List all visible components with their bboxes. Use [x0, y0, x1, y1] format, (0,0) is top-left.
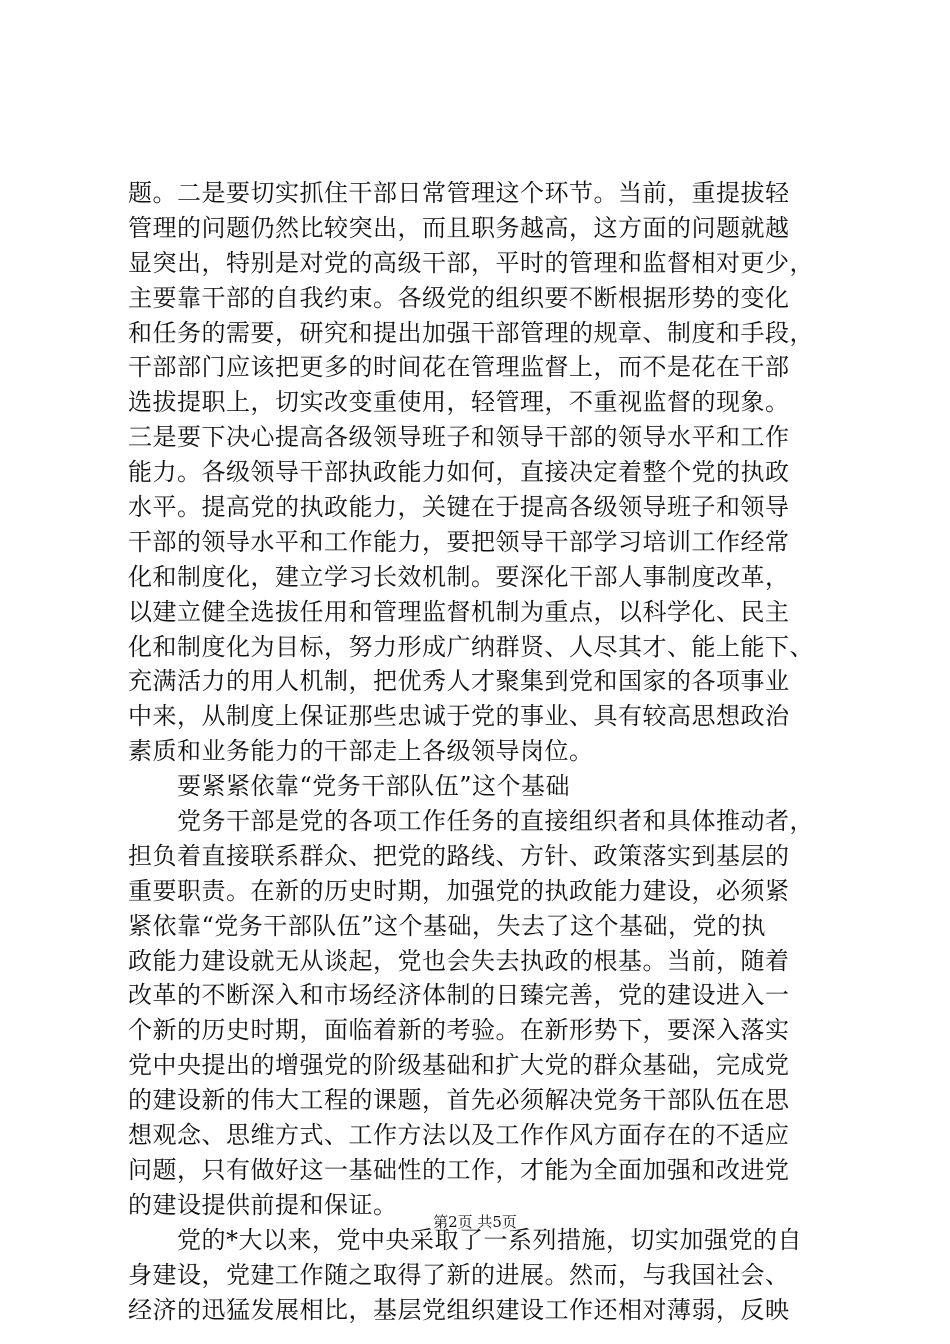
text-line: 充满活力的用人机制，把优秀人才聚集到党和国家的各项事业	[128, 667, 790, 696]
text-line: 问题，只有做好这一基础性的工作，才能为全面加强和改进党	[128, 1155, 790, 1184]
text-line: 选拔提职上，切实改变重使用，轻管理，不重视监督的现象。	[128, 388, 790, 417]
text-line: 紧依靠“党务干部队伍”这个基础，失去了这个基础，党的执	[128, 911, 767, 940]
text-line: 以建立健全选拔任用和管理监督机制为重点，以科学化、民主	[128, 597, 790, 626]
text-line: 素质和业务能力的干部走上各级领导岗位。	[128, 737, 594, 766]
text-line: 要紧紧依靠“党务干部队伍”这个基础	[128, 772, 571, 801]
text-line: 党中央提出的增强党的阶级基础和扩大党的群众基础，完成党	[128, 1051, 790, 1080]
text-line: 中来，从制度上保证那些忠诚于党的事业、具有较高思想政治	[128, 702, 790, 731]
text-line: 干部部门应该把更多的时间花在管理监督上，而不是花在干部	[128, 353, 790, 382]
text-line: 主要靠干部的自我约束。各级党的组织要不断根据形势的变化	[128, 283, 790, 312]
text-line: 政能力建设就无从谈起，党也会失去执政的根基。当前，随着	[128, 946, 790, 975]
text-line: 经济的迅猛发展相比，基层党组织建设工作还相对薄弱，反映	[128, 1295, 790, 1324]
text-line: 水平。提高党的执政能力，关键在于提高各级领导班子和领导	[128, 493, 790, 522]
text-line: 重要职责。在新的历史时期，加强党的执政能力建设，必须紧	[128, 876, 790, 905]
text-line: 显突出，特别是对党的高级干部，平时的管理和监督相对更少，	[128, 248, 814, 277]
text-line: 和任务的需要，研究和提出加强干部管理的规章、制度和手段，	[128, 318, 814, 347]
text-line: 管理的问题仍然比较突出，而且职务越高，这方面的问题就越	[128, 213, 790, 242]
text-line: 三是要下决心提高各级领导班子和领导干部的领导水平和工作	[128, 423, 790, 452]
text-line: 想观念、思维方式、工作方法以及工作作风方面存在的不适应	[128, 1121, 790, 1150]
text-line: 的建设新的伟大工程的课题，首先必须解决党务干部队伍在思	[128, 1086, 790, 1115]
text-line: 身建设，党建工作随之取得了新的进展。然而，与我国社会、	[128, 1260, 790, 1289]
page-footer: 第2页 共5页	[433, 1213, 517, 1231]
body-text	[128, 176, 838, 1327]
text-line: 干部的领导水平和工作能力，要把领导干部学习培训工作经常	[128, 527, 790, 556]
text-line: 题。二是要切实抓住干部日常管理这个环节。当前，重提拔轻	[128, 179, 790, 207]
text-line: 化和制度化，建立学习长效机制。要深化干部人事制度改革，	[128, 562, 790, 591]
text-line: 能力。各级领导干部执政能力如何，直接决定着整个党的执政	[128, 458, 790, 487]
text-line: 的建设提供前提和保证。	[128, 1190, 398, 1219]
text-line: 党务干部是党的各项工作任务的直接组织者和具体推动者，	[128, 807, 814, 836]
text-line: 改革的不断深入和市场经济体制的日臻完善，党的建设进入一	[128, 981, 790, 1010]
text-line: 党的*大以来，党中央采取了一系列措施，切实加强党的自	[128, 1225, 802, 1254]
text-line: 担负着直接联系群众、把党的路线、方针、政策落实到基层的	[128, 841, 790, 870]
text-line: 化和制度化为目标，努力形成广纳群贤、人尽其才、能上能下、	[128, 632, 814, 661]
text-line: 个新的历史时期，面临着新的考验。在新形势下，要深入落实	[128, 1016, 790, 1045]
